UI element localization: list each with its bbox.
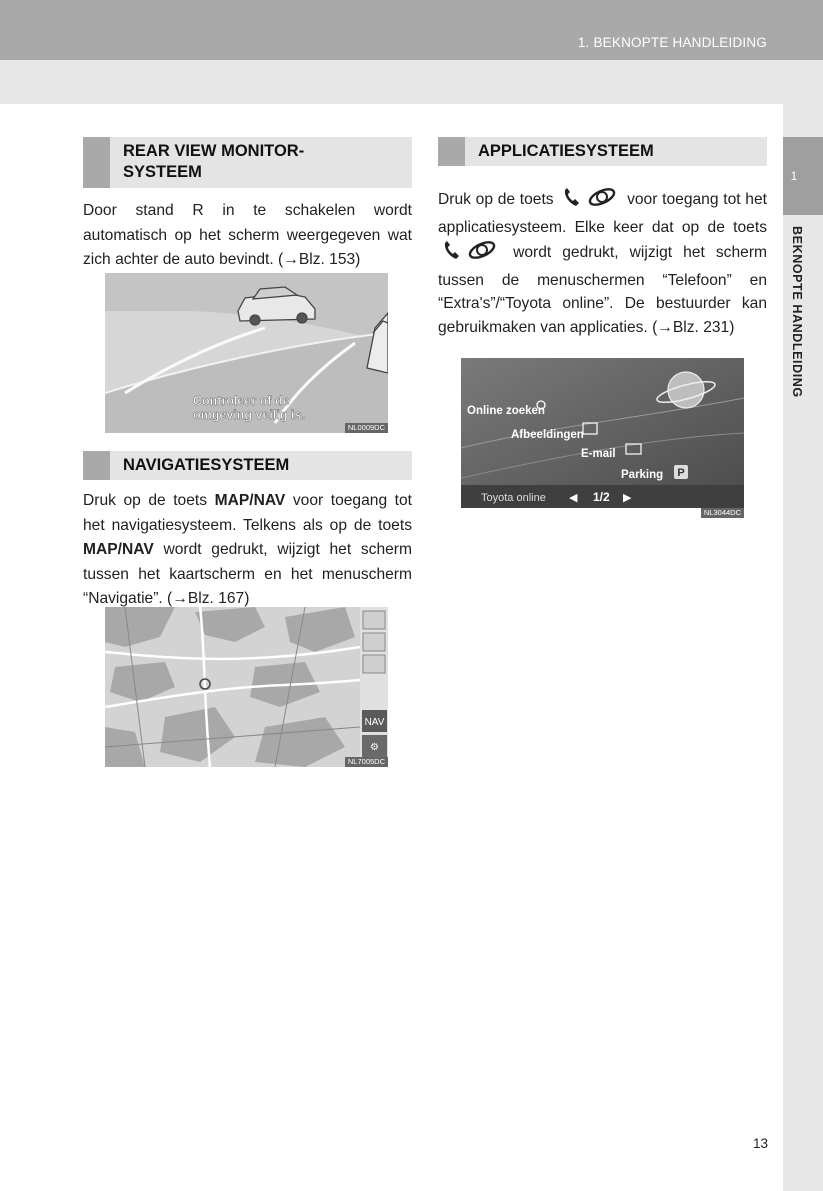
nav-button-label: NAV (364, 717, 385, 728)
settings-icon: ⚙ (370, 742, 379, 753)
figure-code: NL7005DC (345, 757, 388, 767)
heading-text: REAR VIEW MONITOR- SYSTEEM (123, 142, 305, 181)
page-number: 13 (752, 1136, 768, 1151)
phone-app-key-icon (562, 186, 618, 216)
heading-text: NAVIGATIESYSTEEM (123, 456, 290, 474)
running-header: 1. BEKNOPTE HANDLEIDING (577, 35, 767, 50)
paragraph-rear-view: Door stand R in te schakelen wordt automatisch op het scherm weergegeven wat zich achter de auto bevindt. (→Blz. 153) (83, 202, 412, 268)
figure-code: NL3044DC (701, 508, 744, 518)
camera-caption-line1: Controleer of de (193, 394, 290, 408)
section-heading-navigation (83, 451, 412, 480)
app-item-online-search: Online zoeken (467, 405, 545, 417)
heading-marker (83, 451, 110, 480)
app-item-images: Afbeeldingen (511, 429, 584, 441)
next-page-icon: ▶ (623, 491, 632, 504)
key-map-nav: MAP/NAV (83, 541, 154, 558)
section-heading-rear-view (83, 137, 412, 188)
heading-marker (438, 137, 465, 166)
app-item-parking: Parking (621, 469, 664, 481)
key-map-nav: MAP/NAV (214, 492, 286, 509)
side-tab-label: BEKNOPTE HANDLEIDING (790, 226, 804, 398)
paragraph-applications: Druk op de toets voor toegang tot het applicatiesysteem. Elke keer dat op de toets wordt gedrukt, wijzigt het scherm tussen de menuschermen “Telefoon” en “Extra's”/“Toyota online”. De bestuurder kan gebruikmaken van applicaties. (→Blz. 231) (438, 186, 767, 339)
figure-code: NL0009DC (345, 423, 388, 433)
rear-camera-figure (105, 273, 388, 433)
camera-caption-line2: omgeving veilig is. (193, 408, 305, 422)
app-page-indicator: 1/2 (593, 490, 610, 504)
phone-app-key-icon (442, 239, 498, 269)
chapter-number: 1 (790, 169, 798, 183)
svg-text:P: P (677, 467, 685, 479)
applications-menu-figure (461, 358, 744, 518)
chapter-tab (783, 137, 823, 215)
navigation-map-figure (105, 607, 388, 767)
app-item-email: E-mail (581, 448, 616, 460)
heading-marker (83, 137, 110, 188)
header-bar (0, 0, 823, 60)
section-heading-applications (438, 137, 767, 166)
app-footer-label: Toyota online (481, 492, 546, 504)
heading-text: APPLICATIESYSTEEM (478, 142, 654, 160)
header-band (0, 60, 823, 104)
previous-page-icon: ◀ (569, 491, 578, 504)
paragraph-navigation: Druk op de toets MAP/NAV voor toegang tot het navigatiesysteem. Telkens als op de toets MAP/NAV wordt gedrukt, wijzigt het scherm tussen het kaartscherm en het menuscherm “Navigatie”. (→Blz. 167) (83, 492, 412, 607)
